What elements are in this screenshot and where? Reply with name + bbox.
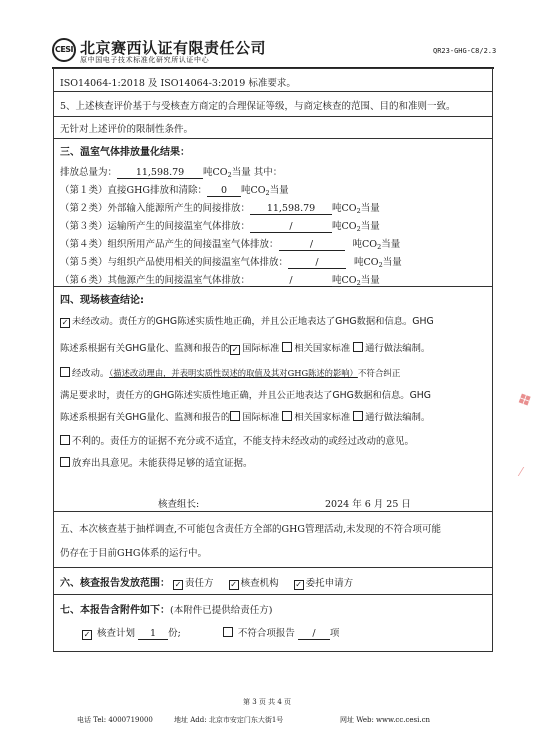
opt2-text: 不符合纠正	[357, 369, 401, 379]
category-row-2	[60, 200, 380, 215]
nat-std-label: 相关国家标准	[294, 343, 351, 354]
report-date: 2024 年 6 月 25 日	[325, 499, 411, 510]
dist-responsible: 责任方	[185, 578, 214, 589]
checkbox-national[interactable]	[282, 342, 292, 352]
checkbox-disclaimer[interactable]	[60, 457, 70, 467]
section-6-title: 六、核查报告发放范围：	[60, 578, 170, 589]
category-row-5	[60, 254, 402, 269]
category-row-3	[60, 218, 380, 233]
total-label: 排放总量为：	[60, 167, 118, 178]
total-tail: 其中：	[250, 167, 283, 178]
checkbox-client[interactable]	[294, 580, 304, 590]
nc-label: 不符合项报告	[237, 628, 295, 639]
plan-value: 1	[138, 628, 168, 640]
row-divider	[53, 116, 493, 117]
org-subtitle: 原中国电子技术标准化研究所认证中心	[80, 56, 210, 64]
practice-label: 通行做法编制。	[365, 412, 431, 423]
intl-std-label: 国际标准	[242, 412, 280, 423]
section-7-title: 七、本报告含附件如下：	[60, 605, 170, 616]
nat-std-label: 相关国家标准	[294, 412, 351, 423]
unit-tail: 当量	[269, 185, 289, 196]
checkbox-responsible[interactable]	[173, 580, 183, 590]
row-divider	[53, 594, 493, 595]
conclusion-altered-cont: 满足要求时，责任方的GHG陈述实质性地正确，并且公正地表达了GHG数据和信息。GHG	[60, 390, 431, 401]
plan-unit: 份;	[168, 628, 181, 639]
category-value: /	[288, 257, 346, 269]
total-unit: 吨CO	[203, 167, 228, 178]
section-4-title: 四、现场核查结论:	[60, 295, 144, 306]
nc-unit: 项	[329, 628, 340, 639]
opt2-text: 经改动。	[72, 368, 110, 379]
co2-unit: 吨CO	[354, 257, 379, 268]
footer-website: 网址 Web: www.cc.cesi.cn	[340, 716, 431, 724]
dist-verifier: 核查机构	[240, 578, 279, 589]
conclusion-adverse	[60, 433, 414, 447]
unit-tail: 当量	[381, 239, 401, 250]
category-value: /	[250, 275, 332, 287]
row-divider	[53, 91, 493, 92]
category-label: （第６类）其他源产生的间接温室气体排放：	[60, 275, 251, 286]
co2-unit: 吨CO	[332, 275, 357, 286]
footer-tel: 电话 Tel: 4000719000	[77, 716, 153, 724]
total-value: 11,598.79	[117, 167, 203, 179]
footer-address: 地址 Add: 北京市安定门东大街1号	[174, 716, 284, 724]
section-5-line-2: 仍存在于目前GHG体系的运行中。	[60, 548, 207, 559]
section-5-line-1: 五、本次核查基于抽样调查,不可能包含责任方全部的GHG管理活动,未发现的不符合项可能	[60, 524, 442, 535]
category-row-4	[60, 236, 400, 251]
conclusion-unaltered	[60, 313, 434, 328]
unit-tail: 当量	[382, 257, 402, 268]
co2-subscript: 2	[356, 207, 361, 215]
attachments	[82, 625, 339, 640]
emission-total	[60, 164, 282, 179]
row-divider	[53, 567, 493, 568]
checkbox-checked[interactable]	[60, 318, 70, 328]
co2-unit: 吨CO	[332, 203, 357, 214]
org-name: 北京赛西认证有限责任公司	[80, 39, 267, 57]
category-value: /	[250, 221, 332, 233]
opt2-text: 陈述系根据有关GHG量化、监测和报告的	[60, 412, 231, 423]
co2-unit: 吨CO	[352, 239, 378, 250]
checkbox-practice[interactable]	[353, 411, 363, 421]
category-label: （第２类）外部输入能源所产生的间接排放：	[60, 203, 251, 214]
category-label: （第１类）直接GHG排放和清除：	[60, 185, 207, 196]
checkbox-plan[interactable]	[82, 630, 92, 640]
intl-std-label: 国际标准	[242, 343, 280, 354]
checkbox-adverse[interactable]	[60, 435, 70, 445]
checkbox-verifier[interactable]	[229, 580, 239, 590]
doc-code: QR23-GHG-C8/2.3	[433, 47, 497, 55]
co2-subscript: 2	[356, 279, 361, 287]
plan-label: 核查计划	[97, 628, 136, 639]
page-number: 第 3 页 共 4 页	[242, 698, 292, 706]
unit-tail: 当量	[360, 221, 380, 232]
category-label: （第５类）与组织产品使用相关的间接温室气体排放：	[60, 257, 289, 268]
intro-line-3: 无针对上述评价的限制性条件。	[60, 124, 194, 135]
row-divider	[53, 138, 493, 139]
category-value: 0	[207, 185, 241, 197]
intro-line-2: 5、上述核查评价基于与受核查方商定的合理保证等级，与商定核查的范围、目的和准则一致。	[60, 101, 456, 112]
section-6	[60, 574, 353, 590]
conclusion-disclaimer	[60, 455, 253, 469]
checkbox-intl-checked[interactable]	[230, 345, 240, 355]
co2-subscript: 2	[227, 171, 232, 179]
category-row-6	[60, 272, 380, 287]
checkbox-national[interactable]	[282, 411, 292, 421]
checkbox-practice[interactable]	[353, 342, 363, 352]
seal-fragment: ❖	[513, 387, 537, 414]
section-3-title: 三、温室气体排放量化结果：	[60, 147, 190, 158]
seal-fragment: ⁄	[520, 465, 523, 479]
dist-client: 委托申请方	[305, 578, 354, 589]
opt4-text: 放弃出具意见。未能获得足够的适宜证据。	[72, 458, 253, 469]
category-row-1	[60, 182, 289, 197]
leader-signature-label: 核查组长:	[158, 499, 200, 510]
co2-subscript: 2	[356, 225, 361, 233]
intro-line-1: ISO14064-1:2018 及 ISO14064-3:2019 标准要求。	[60, 78, 296, 89]
checkbox-nc[interactable]	[223, 627, 233, 637]
co2-subscript: 2	[378, 261, 383, 269]
co2-unit: 吨CO	[240, 185, 266, 196]
category-value: 11,598.79	[250, 203, 332, 215]
nc-value: /	[298, 628, 330, 640]
conclusion-altered-cont2	[60, 409, 430, 423]
conclusion-altered	[60, 365, 400, 379]
category-value: /	[279, 239, 345, 251]
cesi-logo: CESI	[52, 38, 76, 62]
unit-tail: 当量	[360, 203, 380, 214]
conclusion-unaltered-cont	[60, 340, 430, 355]
section-7-title-line	[60, 601, 272, 616]
checkbox-intl[interactable]	[230, 411, 240, 421]
opt2-note: （描述改动理由，并表明实质性误述的取值及其对GHG陈述的影响）	[109, 368, 358, 378]
opt1-text: 陈述系根据有关GHG量化、监测和报告的	[60, 343, 231, 354]
checkbox-altered[interactable]	[60, 367, 70, 377]
category-label: （第４类）组织所用产品产生的间接温室气体排放：	[60, 239, 279, 250]
category-label: （第３类）运输所产生的间接温室气体排放：	[60, 221, 251, 232]
section-7-note: (本附件已提供给责任方)	[170, 605, 273, 616]
co2-unit: 吨CO	[332, 221, 357, 232]
opt1-text: 未经改动。责任方的GHG陈述实质性地正确，并且公正地表达了GHG数据和信息。GHG	[72, 316, 434, 327]
co2-subscript: 2	[265, 189, 270, 197]
row-divider	[53, 511, 493, 512]
opt3-text: 不利的。责任方的证据不充分或不适宜，不能支持未经改动的或经过改动的意见。	[72, 436, 415, 447]
practice-label: 通行做法编制。	[365, 343, 431, 354]
unit-tail: 当量	[360, 275, 380, 286]
unit-tail: 当量	[231, 167, 251, 178]
co2-subscript: 2	[377, 243, 382, 251]
